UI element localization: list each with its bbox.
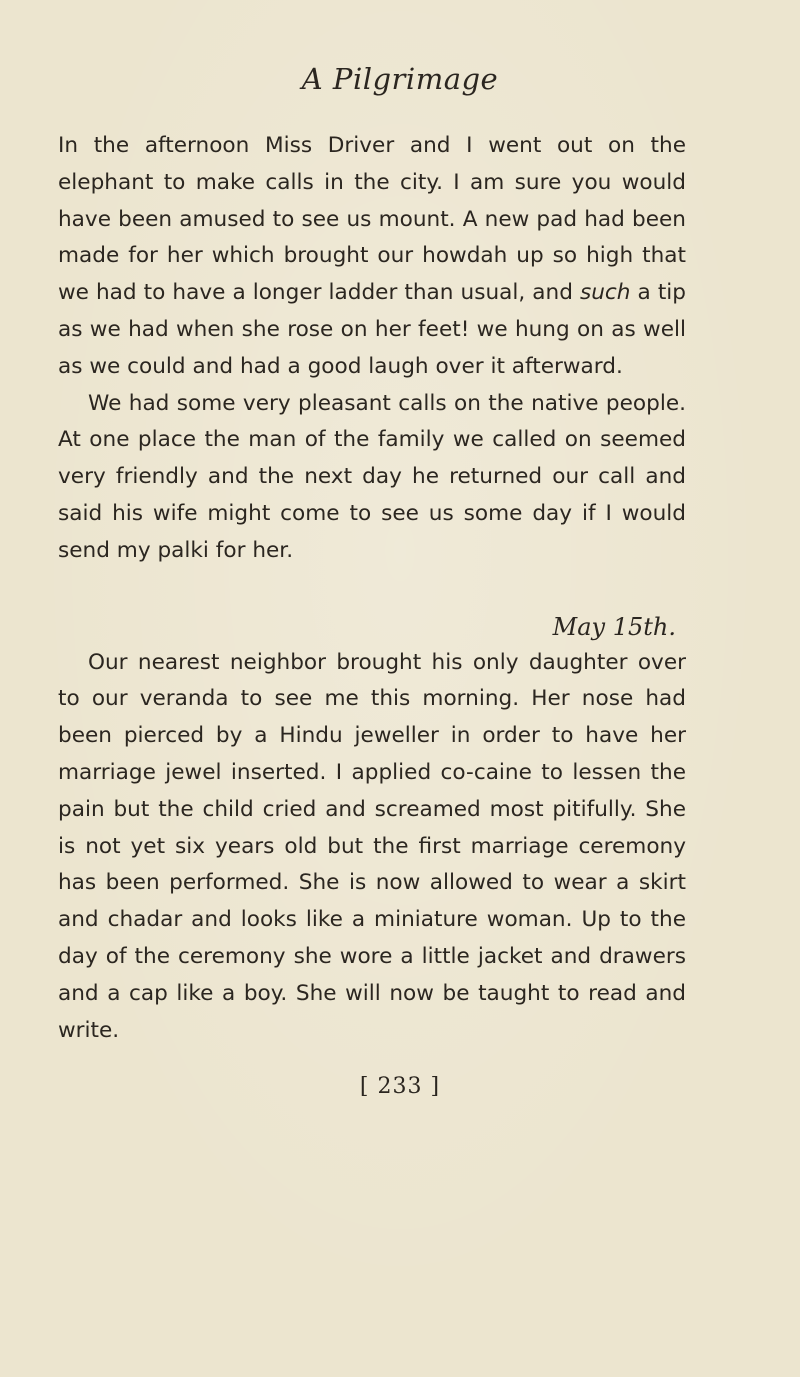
running-head: A Pilgrimage bbox=[301, 62, 499, 96]
page-number: [ 233 ] bbox=[359, 1074, 441, 1099]
paragraph-text: a tip as we had when she rose on her feet! we hung on as well as we could and had a good laugh over it afterward. bbox=[58, 280, 686, 379]
body-text bbox=[58, 128, 686, 1049]
paragraph-text: In the afternoon Miss Driver and I went out on the elephant to make calls in the city. I am sure you would have been amused to see us mount. A new pad had been made for her which brought our howdah up so high that we had to have a longer ladder than usual, and bbox=[58, 133, 686, 306]
paragraph-neighbor-daughter: Our nearest neighbor brought his only daughter over to our veranda to see me this morning. Her nose had been pierced by a Hindu jeweller in order to have her marriage jewel inserted. I applied co-caine to lessen the pain but the child cried and screamed most pitifully. She is not yet six years old but the first marriage ceremony has been performed. She is now allowed to wear a skirt and chadar and looks like a miniature woman. Up to the day of the ceremony she wore a little jacket and drawers and a cap like a boy. She will now be taught to read and write. bbox=[58, 649, 686, 1043]
dateline: May 15th. bbox=[552, 612, 676, 641]
paragraph-native-people: We had some very pleasant calls on the native people. At one place the man of the family we called on seemed very friendly and the next day he returned our call and said his wife might come to see us some day if I would send my palki for her. bbox=[58, 390, 686, 563]
paragraph-afternoon-calls bbox=[58, 128, 686, 386]
emphasized-word: such bbox=[579, 280, 631, 306]
